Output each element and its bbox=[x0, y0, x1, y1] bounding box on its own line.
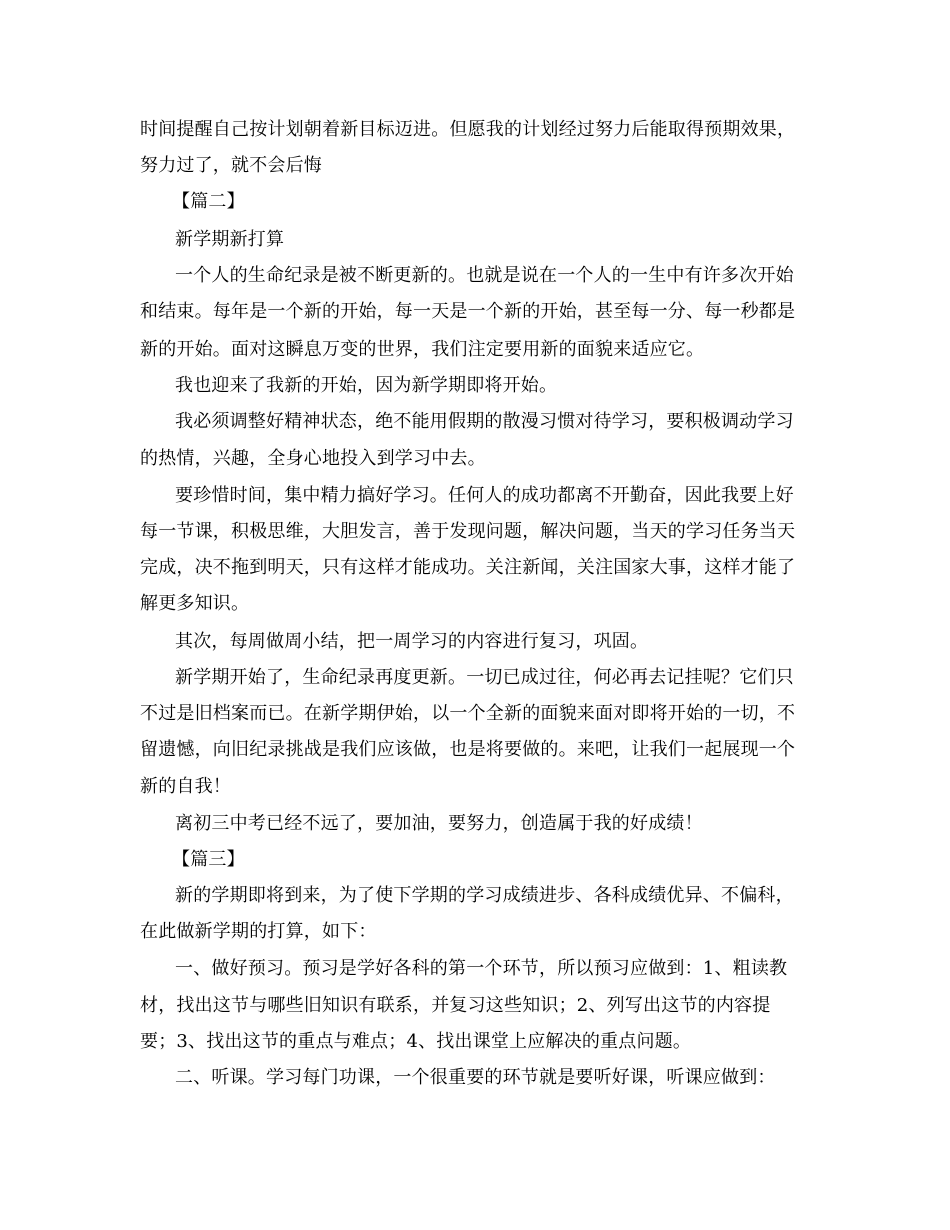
paragraph-line: 努力过了，就不会后悔 bbox=[140, 155, 322, 176]
article-title: 新学期新打算 bbox=[175, 229, 285, 250]
paragraph-line: 一个人的生命纪录是被不断更新的。也就是说在一个人的一生中有许多次开始 bbox=[175, 265, 794, 286]
paragraph-line: 新的自我！ bbox=[140, 776, 231, 797]
paragraph-line: 新的开始。面对这瞬息万变的世界，我们注定要用新的面貌来适应它。 bbox=[140, 339, 705, 360]
paragraph-line: 完成，决不拖到明天，只有这样才能成功。关注新闻，关注国家大事，这样才能了 bbox=[140, 557, 796, 578]
paragraph-line: 和结束。每年是一个新的开始，每一天是一个新的开始，甚至每一分、每一秒都是 bbox=[140, 301, 796, 322]
paragraph-line: 解更多知识。 bbox=[140, 593, 250, 614]
paragraph-line: 时间提醒自己按计划朝着新目标迈进。但愿我的计划经过努力后能取得预期效果， bbox=[140, 119, 796, 140]
section-heading-3: 【篇三】 bbox=[172, 849, 245, 870]
paragraph-line: 其次，每周做周小结，把一周学习的内容进行复习，巩固。 bbox=[175, 631, 649, 652]
paragraph-line: 新学期开始了，生命纪录再度更新。一切已成过往，何必再去记挂呢？它们只 bbox=[175, 667, 794, 688]
paragraph-line: 不过是旧档案而已。在新学期伊始，以一个全新的面貌来面对即将开始的一切，不 bbox=[140, 703, 796, 724]
paragraph-line: 我也迎来了我新的开始，因为新学期即将开始。 bbox=[175, 375, 558, 396]
paragraph-line: 的热情，兴趣，全身心地投入到学习中去。 bbox=[140, 448, 486, 469]
section-heading-2: 【篇二】 bbox=[172, 191, 245, 212]
paragraph-line: 二、听课。学习每门功课，一个很重要的环节就是要听好课，听课应做到： bbox=[175, 1067, 776, 1088]
paragraph-line: 新的学期即将到来，为了使下学期的学习成绩进步、各科成绩优异、不偏科， bbox=[175, 885, 794, 906]
paragraph-line: 每一节课，积极思维，大胆发言，善于发现问题，解决问题，当天的学习任务当天 bbox=[140, 521, 796, 542]
paragraph-line: 我必须调整好精神状态，绝不能用假期的散漫习惯对待学习，要积极调动学习 bbox=[175, 411, 794, 432]
paragraph-line: 在此做新学期的打算，如下： bbox=[140, 921, 377, 942]
paragraph-line: 一、做好预习。预习是学好各科的第一个环节，所以预习应做到：1、粗读教 bbox=[175, 958, 788, 979]
paragraph-line: 留遗憾，向旧纪录挑战是我们应该做，也是将要做的。来吧，让我们一起展现一个 bbox=[140, 739, 796, 760]
paragraph-line: 离初三中考已经不远了，要加油，要努力，创造属于我的好成绩！ bbox=[175, 813, 703, 834]
paragraph-line: 要；3、找出这节的重点与难点；4、找出课堂上应解决的重点问题。 bbox=[140, 1031, 692, 1052]
paragraph-line: 要珍惜时间，集中精力搞好学习。任何人的成功都离不开勤奋，因此我要上好 bbox=[175, 485, 794, 506]
paragraph-line: 材，找出这节与哪些旧知识有联系，并复习这些知识；2、列写出这节的内容提 bbox=[140, 995, 771, 1016]
